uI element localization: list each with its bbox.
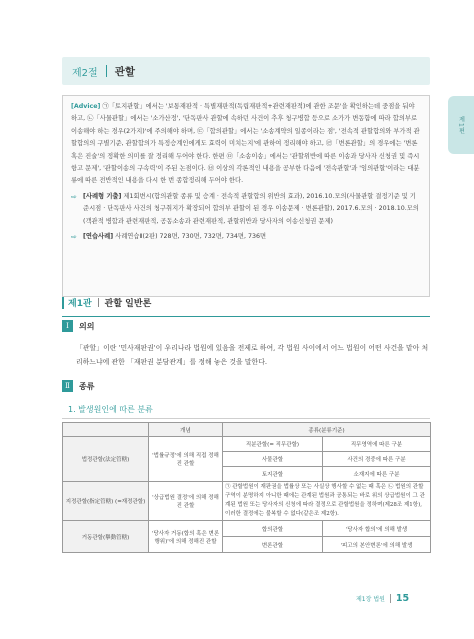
table-cell: '당사자 합의'에 의해 발생 bbox=[323, 521, 431, 537]
page-number: 15 bbox=[395, 593, 410, 604]
footer-chapter-label: 제1장 법원 bbox=[356, 596, 385, 603]
exam-content bbox=[83, 191, 421, 228]
table-cell: 합의관할 bbox=[223, 521, 323, 537]
table-header-cell: 종류(분류기준) bbox=[223, 423, 431, 437]
table-cell: 직분관할(= 직무관할) bbox=[223, 437, 323, 452]
roman-numeral-badge: Ⅰ bbox=[62, 320, 73, 332]
body-paragraph: 「관할」이란 '민사재판권'이 우리나라 법원에 있음을 전제로 하여, 각 법원 사이에서 어느 법원이 어떤 사건을 맡아 처리하느냐에 관한 「재판권 분담관계」를 정해 놓은 것을 말한다. bbox=[76, 344, 429, 366]
side-tab bbox=[448, 96, 474, 154]
heading-label: 종류 bbox=[79, 381, 95, 391]
subheading-rule bbox=[62, 418, 430, 419]
chapter-number: 제1관 bbox=[68, 299, 92, 309]
table-header-cell: 개념 bbox=[149, 423, 223, 437]
practice-content bbox=[83, 231, 266, 243]
heading-types bbox=[62, 380, 94, 392]
subheading: 1. 발생원인에 따른 분류 bbox=[68, 405, 153, 414]
side-tab-label: 제1편 bbox=[457, 115, 465, 135]
practice-row bbox=[71, 231, 421, 243]
table-cell: 토지관할 bbox=[223, 467, 323, 482]
section-divider bbox=[106, 65, 107, 77]
arrow-icon: ⇨ bbox=[71, 192, 77, 201]
advice-paragraph bbox=[71, 101, 421, 188]
chapter-marker bbox=[62, 297, 64, 309]
table-cell: 변론관할 bbox=[223, 537, 323, 553]
table-cell: 소재지에 따른 구분 bbox=[323, 467, 431, 482]
table-cell: 사물관할 bbox=[223, 452, 323, 467]
advice-box bbox=[62, 95, 430, 297]
roman-numeral-badge: Ⅱ bbox=[62, 380, 73, 392]
table-cell-concept: '상급법원 결정'에 의해 정해진 관할 bbox=[149, 482, 223, 521]
jurisdiction-table bbox=[62, 422, 431, 553]
table-cell-description: ㉠ 관할법원이 재판권을 법률상 또는 사실상 행사할 수 없는 때 혹은 ㉡ 법원의 관할구역이 분명하지 아니한 때에는 관계된 법원과 공통되는 바로 위의 상급법원이 그 관계된 법원 또는 당사자의 신청에 따라 결정으로 관할법원을 정하며(제28조 제1항), 이러한 결정에는 불복할 수 없다(같은조 제2항). bbox=[223, 482, 431, 521]
section-number: 제2절 bbox=[72, 67, 98, 79]
practice-text: 사례연습Ⅱ(2판) 728면, 730면, 732면, 734면, 736면 bbox=[115, 233, 267, 241]
exam-text: 제1회변시(합의관할 종류 및 승계 · 전속적 관할합의 위반의 효과), 2016.10.모의(사물관할 결정기준 및 기준시점 · 단독판사 사건의 청구취지가 확장되어 합의부 관할이 된 경우 이송문제 · 변론관할), 2017.6.모의 · 2018.10.모의(객관적 병합과 관련재판적, 공동소송과 관련재판적, 관할위반과 당사자의 이송신청권 문제) bbox=[83, 192, 419, 225]
section-title: 관할 bbox=[114, 65, 135, 78]
table-cell-concept: '당사자 거동(합의 혹은 변론 행위)'에 의해 정해진 관할 bbox=[149, 521, 223, 553]
table-cell-kind: 지정관할(指定管轄) (=재정관할) bbox=[63, 482, 149, 521]
table-header-row bbox=[63, 423, 431, 437]
footer-divider bbox=[390, 594, 391, 603]
exam-row bbox=[71, 191, 421, 228]
section-header bbox=[62, 57, 430, 85]
table-cell-kind: 거동관할(擧動管轄) bbox=[63, 521, 149, 553]
table-row bbox=[63, 437, 431, 452]
chapter-rule bbox=[62, 316, 430, 317]
table-header-cell bbox=[63, 423, 149, 437]
heading-label: 의의 bbox=[79, 321, 95, 331]
arrow-icon: ⇨ bbox=[71, 233, 77, 242]
table-row bbox=[63, 482, 431, 521]
chapter-title: 관할 일반론 bbox=[104, 299, 152, 309]
exam-label: [사례형 기출] bbox=[83, 192, 122, 200]
chapter-heading bbox=[62, 296, 151, 309]
advice-text: ㉠「토지관할」에서는 '보통재판적 · 특별재판적(독립재판적+관련재판적)에 관한 조문'을 확인하는데 중점을 둬야 하고, ㉡「사물관할」에서는 '소가산정', '단독판사 관할에 속하던 사건이 추후 청구병합 등으로 소가가 변동함에 따라 합의부로 이송해야 하는 경우(2가지)'에 주의해야 하며, ㉢「합의관할」에서는 '소송계약의 일종이라는 점', '전속적 관할합의와 부가적 관할합의의 구별기준, 관할합의가 특정승계인에게도 효력이 미치는지'에 관하여 정리해야 하고, ㉣「변론관할」의 경우에는 '변론 혹은 진술'의 정확한 의미를 잘 정리해 두어야 한다. 한편 ㉤「소송이송」에서는 '관할위반에 따른 이송과 당사자 신청권 및 즉시항고 문제', '관할이송의 구속력'이 주된 논점이다. ㉥ 이상의 각론적인 내용을 공부한 다음에 '전속관할'과 '임의관할'이라는 대분류에 따른 전반적인 내용을 다시 한 번 종합정리해 두어야 한다. bbox=[71, 103, 420, 185]
page-footer bbox=[356, 593, 409, 604]
table-row bbox=[63, 521, 431, 537]
table-cell: 직무영역에 따른 구분 bbox=[323, 437, 431, 452]
table-cell: '피고의 본안변론'에 의해 발생 bbox=[323, 537, 431, 553]
advice-tag: [Advice] bbox=[71, 103, 101, 110]
chapter-divider bbox=[98, 298, 99, 307]
practice-label: [연습사례] bbox=[83, 233, 114, 241]
table-cell-concept: '법률규정'에 의해 직접 정해진 관할 bbox=[149, 437, 223, 482]
heading-meaning bbox=[62, 320, 94, 332]
table-cell-kind: 법정관할(法定管轄) bbox=[63, 437, 149, 482]
table-cell: 사건의 경중에 따른 구분 bbox=[323, 452, 431, 467]
